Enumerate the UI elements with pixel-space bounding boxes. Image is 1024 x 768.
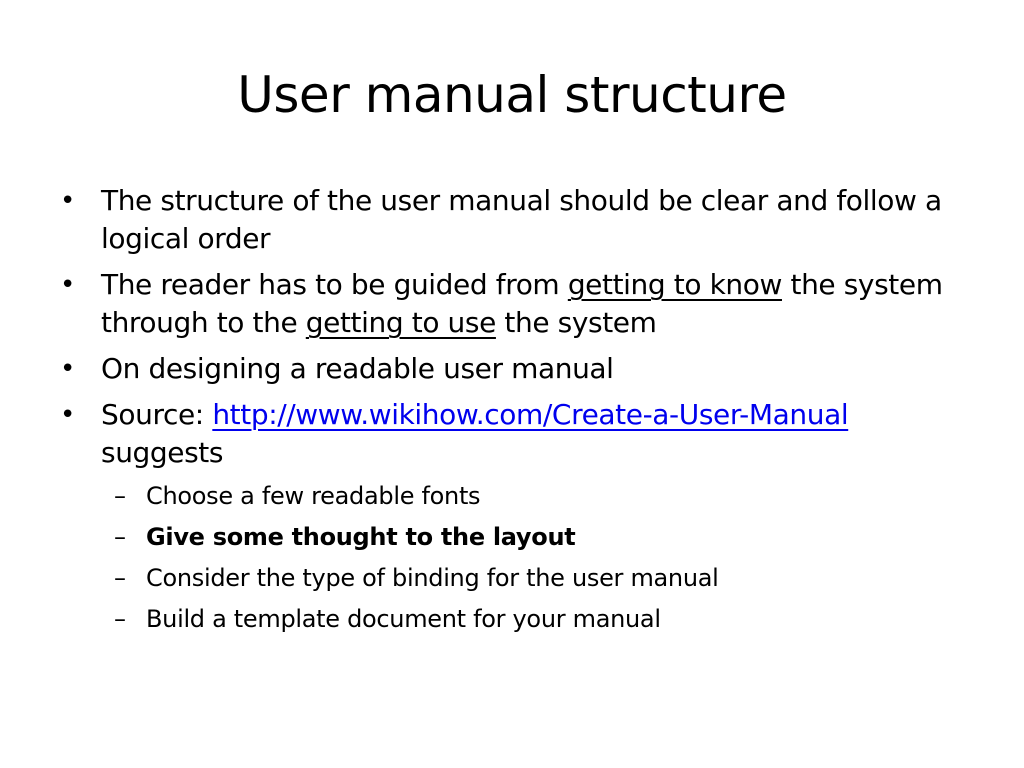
dash-glyph: – [114,482,126,510]
slide-title: User manual structure [237,66,787,124]
bullet-item [60,266,960,342]
subbullet-item [60,562,960,594]
bullet-text-start: The reader has to be guided from [101,268,568,301]
emphasis-getting-to-use: getting to use [305,306,496,339]
bullet-item [60,182,960,258]
emphasis-getting-to-know: getting to know [567,268,782,301]
bullet-text: On designing a readable user manual [101,352,614,385]
subbullet-text: Build a template document for your manual [146,605,661,633]
dash-glyph: – [114,605,126,633]
bullet-text-end: suggests [101,436,224,469]
slide-body [60,182,960,644]
bullet-glyph: • [60,354,75,384]
subbullet-text: Consider the type of binding for the user manual [146,564,719,592]
bullet-text-end: the system [495,306,657,339]
dash-glyph: – [114,523,126,551]
subbullet-text: Choose a few readable fonts [146,482,481,510]
subbullet-item [60,521,960,553]
dash-glyph: – [114,564,126,592]
subbullet-item [60,603,960,635]
bullet-glyph: • [60,400,75,430]
subbullet-text-bold: Give some thought to the layout [146,523,576,551]
bullet-item [60,350,960,388]
bullet-text: The structure of the user manual should be clear and follow a logical order [101,184,942,255]
source-link[interactable]: http://www.wikihow.com/Create-a-User-Manual [212,398,849,431]
bullet-glyph: • [60,186,75,216]
subbullet-item [60,480,960,512]
bullet-text-middle: the system through to the [101,268,943,339]
bullet-glyph: • [60,270,75,300]
source-label: Source: [101,398,213,431]
bullet-item [60,396,960,472]
